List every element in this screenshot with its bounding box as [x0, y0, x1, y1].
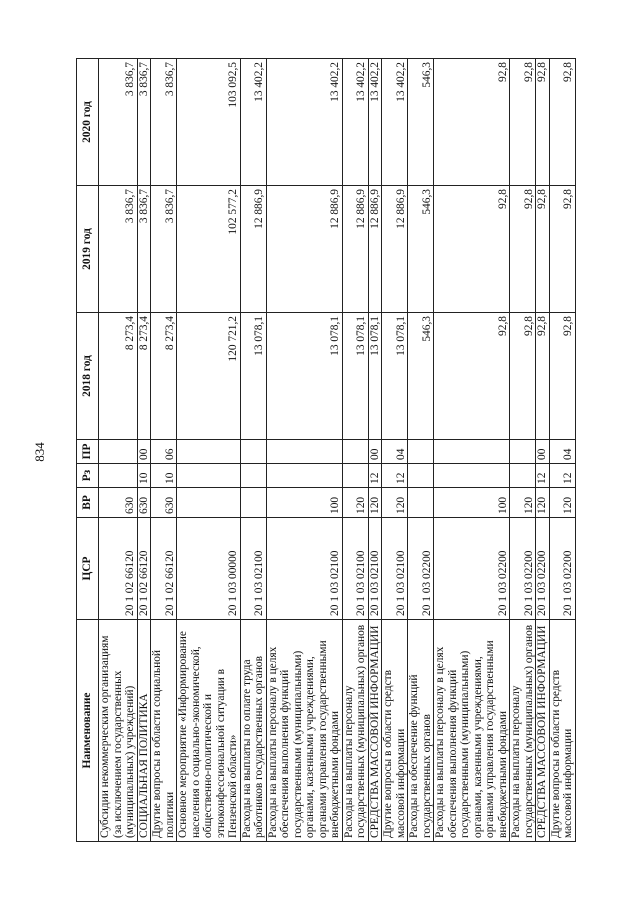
- cell-pr: 00: [536, 440, 550, 464]
- table-row: [151, 59, 177, 842]
- cell-name: Другие вопросы в области средств массовой информации: [549, 620, 575, 842]
- cell-y2018: 92,8: [536, 313, 550, 440]
- cell-rz: [177, 464, 241, 488]
- cell-y2019: 92,8: [549, 186, 575, 313]
- cell-y2018: 8 273,4: [99, 313, 138, 440]
- cell-y2020: 13 402,2: [382, 59, 408, 186]
- cell-vr: 120: [510, 488, 536, 518]
- cell-pr: 00: [137, 440, 151, 464]
- table-row: [536, 59, 550, 842]
- cell-y2018: 13 078,1: [240, 313, 266, 440]
- header-pr: ПР: [77, 440, 99, 464]
- header-2018: 2018 год: [77, 313, 99, 440]
- cell-y2018: 92,8: [510, 313, 536, 440]
- cell-vr: 630: [137, 488, 151, 518]
- cell-y2019: 92,8: [434, 186, 510, 313]
- cell-csr: 20 1 03 02200: [434, 518, 510, 620]
- cell-csr: 20 1 03 02100: [240, 518, 266, 620]
- cell-y2020: 92,8: [536, 59, 550, 186]
- cell-y2019: 12 886,9: [240, 186, 266, 313]
- table-row: [342, 59, 368, 842]
- header-name: Наименование: [77, 620, 99, 842]
- cell-pr: 04: [549, 440, 575, 464]
- cell-y2020: 92,8: [510, 59, 536, 186]
- cell-name: Основное мероприятие «Информирование населения о социально-экономической, общественно-политической и этноконфессиональной ситуации в Пензенской области»: [177, 620, 241, 842]
- table-row: [368, 59, 382, 842]
- cell-y2020: 13 402,2: [266, 59, 342, 186]
- cell-name: Расходы на выплаты по оплате труда работников государственных органов: [240, 620, 266, 842]
- cell-pr: [510, 440, 536, 464]
- cell-pr: [177, 440, 241, 464]
- cell-y2018: 92,8: [434, 313, 510, 440]
- cell-y2018: 13 078,1: [382, 313, 408, 440]
- cell-rz: 12: [382, 464, 408, 488]
- page-number: 834: [32, 442, 47, 462]
- cell-vr: 630: [99, 488, 138, 518]
- table-body: [99, 59, 576, 842]
- cell-y2020: 13 402,2: [240, 59, 266, 186]
- cell-y2018: 92,8: [549, 313, 575, 440]
- cell-vr: 120: [368, 488, 382, 518]
- header-csr: ЦСР: [77, 518, 99, 620]
- cell-y2018: 13 078,1: [368, 313, 382, 440]
- rotated-table-container: [76, 59, 574, 842]
- table-row: [99, 59, 138, 842]
- header-rz: Рз: [77, 464, 99, 488]
- cell-pr: 04: [382, 440, 408, 464]
- cell-y2018: 8 273,4: [151, 313, 177, 440]
- cell-vr: 120: [536, 488, 550, 518]
- cell-name: Расходы на обеспечение функций государственных органов: [408, 620, 434, 842]
- cell-vr: 120: [342, 488, 368, 518]
- table-row: [408, 59, 434, 842]
- cell-y2019: 12 886,9: [266, 186, 342, 313]
- cell-y2020: 546,3: [408, 59, 434, 186]
- cell-rz: [342, 464, 368, 488]
- cell-name: Расходы на выплаты персоналу в целях обеспечения выполнения функций государственными (муниципальными) органами, казенными учреждениями, органами управления государственными внебюджетными фондами: [434, 620, 510, 842]
- cell-csr: 20 1 02 66120: [151, 518, 177, 620]
- cell-pr: [408, 440, 434, 464]
- table-row: [549, 59, 575, 842]
- cell-pr: [342, 440, 368, 464]
- table-row: [137, 59, 151, 842]
- cell-name: Другие вопросы в области социальной политики: [151, 620, 177, 842]
- cell-vr: 630: [151, 488, 177, 518]
- cell-y2020: 13 402,2: [368, 59, 382, 186]
- cell-pr: 00: [368, 440, 382, 464]
- header-vr: ВР: [77, 488, 99, 518]
- cell-name: СОЦИАЛЬНАЯ ПОЛИТИКА: [137, 620, 151, 842]
- cell-name: СРЕДСТВА МАССОВОЙ ИНФОРМАЦИИ: [368, 620, 382, 842]
- cell-rz: 12: [536, 464, 550, 488]
- header-2019: 2019 год: [77, 186, 99, 313]
- cell-name: Расходы на выплаты персоналу государственных (муниципальных) органов: [342, 620, 368, 842]
- cell-vr: 100: [266, 488, 342, 518]
- cell-y2020: 3 836,7: [151, 59, 177, 186]
- cell-csr: 20 1 03 02200: [408, 518, 434, 620]
- cell-vr: [177, 488, 241, 518]
- cell-csr: 20 1 02 66120: [99, 518, 138, 620]
- table-header: [77, 59, 99, 842]
- cell-vr: [240, 488, 266, 518]
- cell-y2018: 120 721,2: [177, 313, 241, 440]
- cell-y2019: 12 886,9: [368, 186, 382, 313]
- cell-name: СРЕДСТВА МАССОВОЙ ИНФОРМАЦИИ: [536, 620, 550, 842]
- cell-y2019: 3 836,7: [137, 186, 151, 313]
- cell-y2020: 13 402,2: [342, 59, 368, 186]
- cell-csr: 20 1 02 66120: [137, 518, 151, 620]
- cell-rz: 10: [137, 464, 151, 488]
- cell-vr: 120: [382, 488, 408, 518]
- cell-y2020: 92,8: [549, 59, 575, 186]
- cell-y2018: 13 078,1: [266, 313, 342, 440]
- cell-vr: 120: [549, 488, 575, 518]
- cell-y2019: 92,8: [536, 186, 550, 313]
- cell-rz: [99, 464, 138, 488]
- cell-rz: [240, 464, 266, 488]
- cell-y2019: 546,3: [408, 186, 434, 313]
- cell-pr: [99, 440, 138, 464]
- cell-y2020: 3 836,7: [137, 59, 151, 186]
- budget-table: [76, 58, 576, 842]
- cell-csr: 20 1 03 02100: [342, 518, 368, 620]
- table-row: [382, 59, 408, 842]
- table-row: [510, 59, 536, 842]
- cell-csr: 20 1 03 02100: [368, 518, 382, 620]
- cell-rz: 10: [151, 464, 177, 488]
- cell-name: Расходы на выплаты персоналу государственных (муниципальных) органов: [510, 620, 536, 842]
- cell-y2020: 3 836,7: [99, 59, 138, 186]
- cell-csr: 20 1 03 00000: [177, 518, 241, 620]
- table-row: [177, 59, 241, 842]
- cell-csr: 20 1 03 02200: [536, 518, 550, 620]
- table-row: [434, 59, 510, 842]
- cell-csr: 20 1 03 02200: [549, 518, 575, 620]
- cell-csr: 20 1 03 02200: [510, 518, 536, 620]
- cell-vr: 100: [434, 488, 510, 518]
- cell-rz: [434, 464, 510, 488]
- cell-pr: 06: [151, 440, 177, 464]
- cell-y2020: 92,8: [434, 59, 510, 186]
- cell-y2018: 13 078,1: [342, 313, 368, 440]
- table-row: [266, 59, 342, 842]
- cell-y2020: 103 092,5: [177, 59, 241, 186]
- cell-rz: [408, 464, 434, 488]
- cell-y2019: 12 886,9: [382, 186, 408, 313]
- cell-y2019: 12 886,9: [342, 186, 368, 313]
- cell-y2019: 3 836,7: [151, 186, 177, 313]
- header-row: [77, 59, 99, 842]
- cell-pr: [240, 440, 266, 464]
- cell-pr: [266, 440, 342, 464]
- cell-y2019: 102 577,2: [177, 186, 241, 313]
- cell-name: Расходы на выплаты персоналу в целях обеспечения выполнения функций государственными (муниципальными) органами, казенными учреждениями, органами управления государственными внебюджетными фондами: [266, 620, 342, 842]
- cell-csr: 20 1 03 02100: [382, 518, 408, 620]
- cell-name: Другие вопросы в области средств массовой информации: [382, 620, 408, 842]
- cell-y2018: 8 273,4: [137, 313, 151, 440]
- cell-y2019: 3 836,7: [99, 186, 138, 313]
- cell-rz: 12: [368, 464, 382, 488]
- table-row: [240, 59, 266, 842]
- cell-name: Субсидии некоммерческим организациям (за исключением государственных (муниципальных) учреждений): [99, 620, 138, 842]
- cell-vr: [408, 488, 434, 518]
- cell-y2018: 546,3: [408, 313, 434, 440]
- cell-rz: [510, 464, 536, 488]
- cell-rz: 12: [549, 464, 575, 488]
- table-rotation-frame: [76, 59, 574, 842]
- cell-pr: [434, 440, 510, 464]
- cell-rz: [266, 464, 342, 488]
- cell-y2019: 92,8: [510, 186, 536, 313]
- header-2020: 2020 год: [77, 59, 99, 186]
- cell-csr: 20 1 03 02100: [266, 518, 342, 620]
